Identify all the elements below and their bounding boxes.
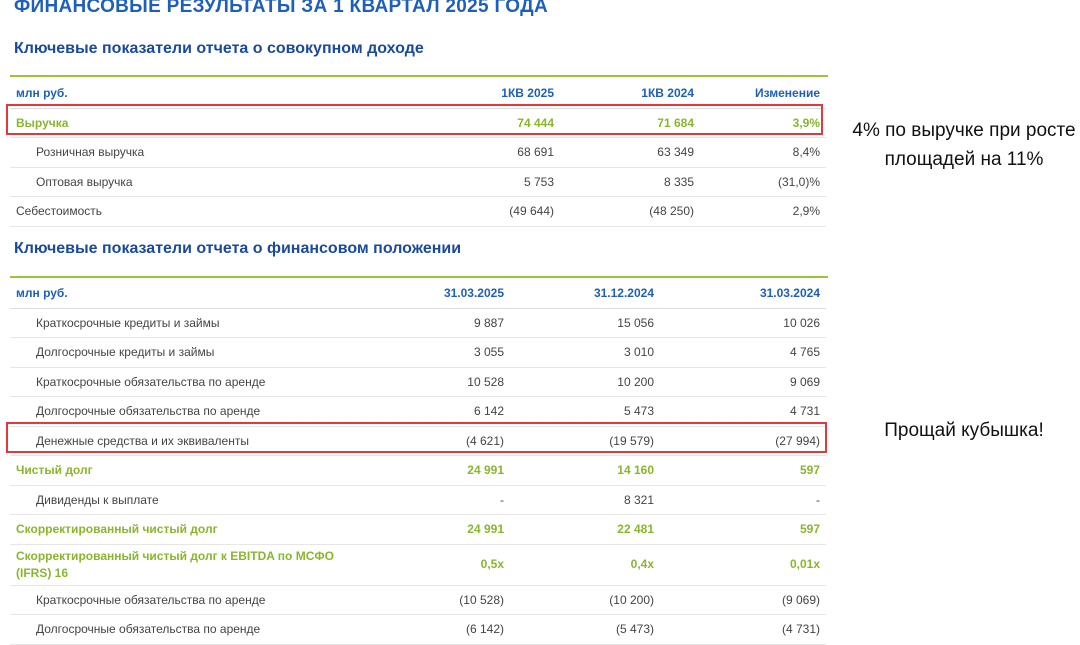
row-label: Долгосрочные обязательства по аренде	[10, 397, 340, 427]
revenue-note: 4% по выручке при росте площадей на 11%	[852, 120, 1076, 170]
table-row	[10, 138, 826, 168]
row-value: 10 026	[660, 308, 826, 338]
row-value: 597	[660, 456, 826, 486]
balance-section-title: Ключевые показатели отчета о финансовом положении	[14, 240, 462, 257]
row-value: 68 691	[340, 138, 560, 168]
row-value: (27 994)	[660, 426, 826, 456]
row-value: 74 444	[340, 108, 560, 138]
row-value: 63 349	[560, 138, 700, 168]
revenue-highlight-box	[6, 104, 823, 135]
row-value: 4 765	[660, 338, 826, 368]
row-value: (19 579)	[510, 426, 660, 456]
row-value: 8,4%	[700, 138, 826, 168]
column-header: 1КВ 2024	[560, 79, 700, 108]
column-header: 31.12.2024	[510, 279, 660, 308]
row-value: (10 528)	[340, 585, 510, 615]
row-value: 8 321	[510, 485, 660, 515]
row-value: 9 069	[660, 367, 826, 397]
row-label: Чистый долг	[10, 456, 340, 486]
row-label: Скорректированный чистый долг к EBITDA по МСФО (IFRS) 16	[10, 544, 340, 585]
table-row	[10, 544, 826, 585]
row-value: (31,0)%	[700, 167, 826, 197]
column-header: 31.03.2025	[340, 279, 510, 308]
column-header: млн руб.	[10, 79, 340, 108]
table-row	[10, 167, 826, 197]
table-row	[10, 585, 826, 615]
row-label: Розничная выручка	[10, 138, 340, 168]
income-section-title: Ключевые показатели отчета о совокупном доходе	[14, 40, 424, 57]
table-row	[10, 456, 826, 486]
row-label: Денежные средства и их эквиваленты	[10, 426, 340, 456]
row-value: (5 473)	[510, 615, 660, 645]
income-table	[10, 79, 826, 227]
row-value: 14 160	[510, 456, 660, 486]
row-value: 15 056	[510, 308, 660, 338]
row-value: (49 644)	[340, 197, 560, 227]
row-value: 22 481	[510, 515, 660, 545]
table-row	[10, 197, 826, 227]
row-value: (48 250)	[560, 197, 700, 227]
row-value: 3 010	[510, 338, 660, 368]
table-header-row	[10, 279, 826, 308]
column-header: Изменение	[700, 79, 826, 108]
row-value: 0,01x	[660, 544, 826, 585]
table-row	[10, 515, 826, 545]
table-row	[10, 485, 826, 515]
row-value: 5 473	[510, 397, 660, 427]
table-row	[10, 338, 826, 368]
row-value: 5 753	[340, 167, 560, 197]
column-header: 31.03.2024	[660, 279, 826, 308]
row-value: (9 069)	[660, 585, 826, 615]
column-header: млн руб.	[10, 279, 340, 308]
row-value: 2,9%	[700, 197, 826, 227]
row-label: Себестоимость	[10, 197, 340, 227]
row-value: 4 731	[660, 397, 826, 427]
balance-table	[10, 279, 826, 645]
row-value: (4 621)	[340, 426, 510, 456]
row-value: 0,5x	[340, 544, 510, 585]
row-value: 597	[660, 515, 826, 545]
row-label: Долгосрочные кредиты и займы	[10, 338, 340, 368]
row-value: 3 055	[340, 338, 510, 368]
cash-note: Прощай кубышка!	[884, 420, 1044, 441]
row-value: 9 887	[340, 308, 510, 338]
row-label: Выручка	[10, 108, 340, 138]
row-value: 8 335	[560, 167, 700, 197]
row-value: 24 991	[340, 456, 510, 486]
row-value: 10 200	[510, 367, 660, 397]
row-value: 10 528	[340, 367, 510, 397]
row-label: Долгосрочные обязательства по аренде	[10, 615, 340, 645]
balance-divider	[10, 276, 828, 278]
row-label: Краткосрочные обязательства по аренде	[10, 585, 340, 615]
cash-highlight-box	[6, 422, 827, 453]
table-row	[10, 615, 826, 645]
row-value: -	[340, 485, 510, 515]
row-label: Краткосрочные кредиты и займы	[10, 308, 340, 338]
row-value: 0,4x	[510, 544, 660, 585]
page-title: ФИНАНСОВЫЕ РЕЗУЛЬТАТЫ ЗА 1 КВАРТАЛ 2025 ГОДА	[14, 0, 548, 17]
row-value: -	[660, 485, 826, 515]
row-value: (6 142)	[340, 615, 510, 645]
income-divider	[10, 75, 828, 77]
row-value: 24 991	[340, 515, 510, 545]
row-value: 71 684	[560, 108, 700, 138]
column-header: 1КВ 2025	[340, 79, 560, 108]
row-value: (10 200)	[510, 585, 660, 615]
row-label: Оптовая выручка	[10, 167, 340, 197]
table-row	[10, 308, 826, 338]
row-label: Дивиденды к выплате	[10, 485, 340, 515]
row-value: 3,9%	[700, 108, 826, 138]
row-label: Скорректированный чистый долг	[10, 515, 340, 545]
row-label: Краткосрочные обязательства по аренде	[10, 367, 340, 397]
row-value: (4 731)	[660, 615, 826, 645]
table-row	[10, 367, 826, 397]
row-value: 6 142	[340, 397, 510, 427]
